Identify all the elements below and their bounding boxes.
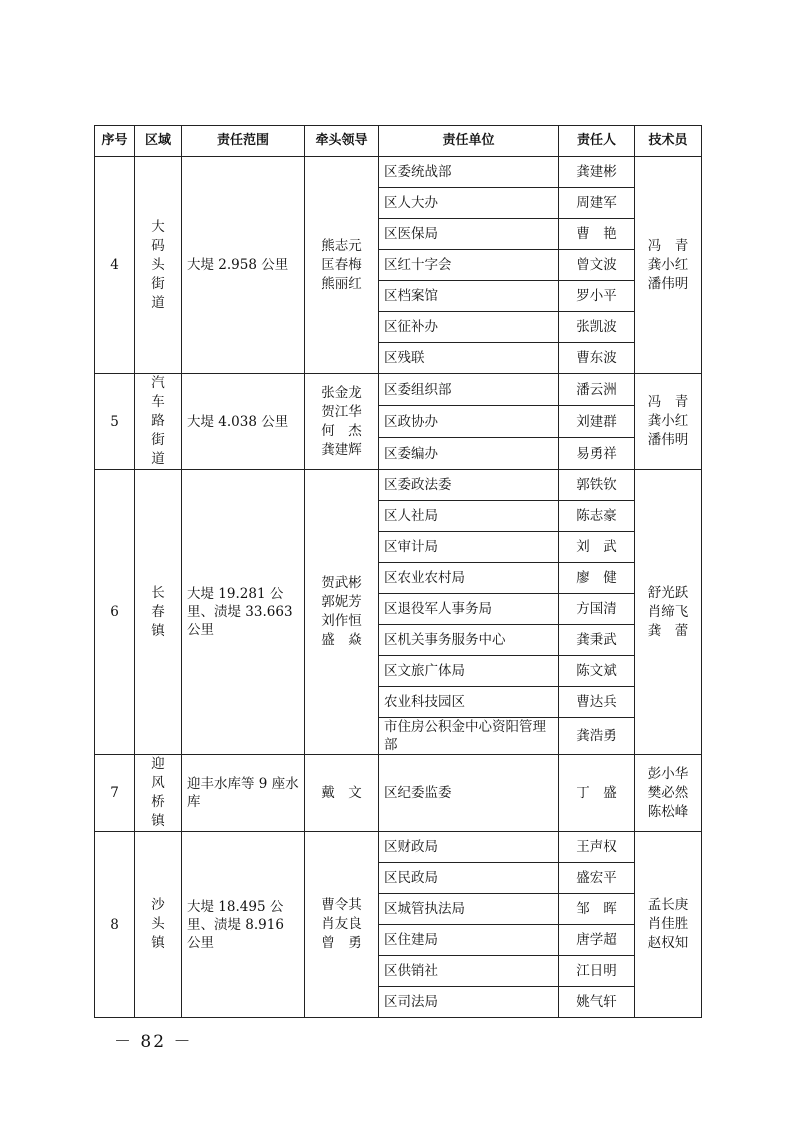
responsible-person: 陈志豪 <box>559 501 635 532</box>
group-leaders <box>305 755 379 832</box>
responsible-unit: 区征补办 <box>379 312 559 343</box>
responsible-person: 廖 健 <box>559 563 635 594</box>
group-number: 6 <box>95 470 135 755</box>
technician-name: 彭小华 <box>647 765 689 782</box>
group-number: 7 <box>95 755 135 832</box>
group-area-text: 汽车路街道 <box>151 375 165 467</box>
leader-name: 戴 文 <box>321 784 362 801</box>
responsible-unit: 区人大办 <box>379 188 559 219</box>
table-body <box>95 157 702 1018</box>
responsible-unit: 区委政法委 <box>379 470 559 501</box>
technician-name: 陈松峰 <box>647 803 689 820</box>
responsible-unit: 区住建局 <box>379 925 559 956</box>
group-scope: 迎丰水库等 9 座水库 <box>182 755 305 832</box>
page-number: － 82 － <box>114 1032 193 1052</box>
leader-name: 贺江华 <box>321 403 362 420</box>
responsible-unit: 区医保局 <box>379 219 559 250</box>
responsible-person: 罗小平 <box>559 281 635 312</box>
responsible-person: 易勇祥 <box>559 438 635 470</box>
responsible-person: 王声权 <box>559 832 635 863</box>
table-row <box>95 374 702 406</box>
header-area: 区域 <box>135 126 182 157</box>
responsible-unit: 区文旅广体局 <box>379 656 559 687</box>
leader-name: 熊丽红 <box>321 275 362 292</box>
responsible-unit: 区审计局 <box>379 532 559 563</box>
group-area-text: 大码头街道 <box>151 218 165 311</box>
group-area-text: 沙头镇 <box>151 897 165 951</box>
group-area <box>135 470 182 755</box>
responsible-person: 曹达兵 <box>559 687 635 718</box>
responsible-unit: 区政协办 <box>379 406 559 438</box>
responsible-unit: 区供销社 <box>379 956 559 987</box>
responsible-unit: 区农业农村局 <box>379 563 559 594</box>
responsible-person: 曹东波 <box>559 343 635 374</box>
header-no: 序号 <box>95 126 135 157</box>
responsible-person: 刘建群 <box>559 406 635 438</box>
responsible-person: 邹 晖 <box>559 894 635 925</box>
responsible-unit: 区残联 <box>379 343 559 374</box>
responsible-unit: 区委统战部 <box>379 157 559 188</box>
leader-name: 龚建辉 <box>321 441 362 458</box>
group-technicians <box>635 832 702 1018</box>
group-number: 8 <box>95 832 135 1018</box>
group-area-text: 长春镇 <box>151 584 165 639</box>
leader-name: 熊志元 <box>321 237 362 254</box>
responsible-unit: 区财政局 <box>379 832 559 863</box>
table-row <box>95 755 702 832</box>
leader-name: 郭妮芳 <box>321 594 362 610</box>
technician-name: 龚小红 <box>647 413 689 429</box>
responsible-person: 唐学超 <box>559 925 635 956</box>
header-scope: 责任范围 <box>182 126 305 157</box>
group-technicians <box>635 374 702 470</box>
table-header-row <box>95 126 702 157</box>
responsible-unit: 农业科技园区 <box>379 687 559 718</box>
responsible-person: 周建军 <box>559 188 635 219</box>
responsible-unit: 区档案馆 <box>379 281 559 312</box>
responsible-unit: 区红十字会 <box>379 250 559 281</box>
leader-name: 曾 勇 <box>321 935 362 951</box>
leader-name: 刘作恒 <box>321 613 362 629</box>
technician-name: 樊必然 <box>647 784 689 801</box>
responsible-person: 郭铁钦 <box>559 470 635 501</box>
responsible-person: 曾文波 <box>559 250 635 281</box>
responsible-person: 盛宏平 <box>559 863 635 894</box>
group-leaders <box>305 832 379 1018</box>
group-number: 4 <box>95 157 135 374</box>
leader-name: 盛 焱 <box>321 632 362 648</box>
responsible-unit: 区城管执法局 <box>379 894 559 925</box>
leader-name: 肖友良 <box>321 916 362 932</box>
group-technicians <box>635 470 702 755</box>
group-scope: 大堤 2.958 公里 <box>182 157 305 374</box>
responsible-person: 刘 武 <box>559 532 635 563</box>
table-row <box>95 470 702 501</box>
technician-name: 冯 青 <box>647 237 689 254</box>
technician-name: 潘伟明 <box>647 432 689 448</box>
leader-name: 何 杰 <box>321 422 362 439</box>
technician-name: 肖佳胜 <box>647 916 689 932</box>
group-technicians <box>635 157 702 374</box>
responsible-person: 方国清 <box>559 594 635 625</box>
responsible-unit: 区机关事务服务中心 <box>379 625 559 656</box>
technician-name: 龚小红 <box>647 256 689 273</box>
responsibility-table <box>94 125 702 1018</box>
table-row <box>95 157 702 188</box>
group-scope: 大堤 4.038 公里 <box>182 374 305 470</box>
responsible-unit: 区司法局 <box>379 987 559 1018</box>
group-leaders <box>305 374 379 470</box>
technician-name: 赵权知 <box>647 935 689 951</box>
leader-name: 贺武彬 <box>321 575 362 591</box>
table-row <box>95 832 702 863</box>
group-area <box>135 374 182 470</box>
responsible-unit: 市住房公积金中心资阳管理部 <box>379 718 559 755</box>
responsible-unit: 区民政局 <box>379 863 559 894</box>
technician-name: 冯 青 <box>647 394 689 410</box>
leader-name: 匡春梅 <box>321 256 362 273</box>
group-area <box>135 755 182 832</box>
header-leaders: 牵头领导 <box>305 126 379 157</box>
responsible-person: 曹 艳 <box>559 219 635 250</box>
responsible-person: 潘云洲 <box>559 374 635 406</box>
group-number: 5 <box>95 374 135 470</box>
leader-name: 张金龙 <box>321 384 362 401</box>
technician-name: 孟长庚 <box>647 897 689 913</box>
group-leaders <box>305 157 379 374</box>
responsibility-table-sheet <box>94 125 701 1018</box>
responsible-person: 江日明 <box>559 956 635 987</box>
technician-name: 舒光跃 <box>647 584 689 601</box>
header-technicians: 技术员 <box>635 126 702 157</box>
technician-name: 肖缔飞 <box>647 603 689 620</box>
responsible-unit: 区人社局 <box>379 501 559 532</box>
leader-name: 曹令其 <box>321 897 362 913</box>
responsible-person: 丁 盛 <box>559 755 635 832</box>
responsible-unit: 区委组织部 <box>379 374 559 406</box>
responsible-person: 姚气轩 <box>559 987 635 1018</box>
header-units: 责任单位 <box>379 126 559 157</box>
responsible-unit: 区退役军人事务局 <box>379 594 559 625</box>
responsible-person: 龚建彬 <box>559 157 635 188</box>
group-scope: 大堤 18.495 公里、渍堤 8.916 公里 <box>182 832 305 1018</box>
responsible-unit: 区委编办 <box>379 438 559 470</box>
technician-name: 潘伟明 <box>647 275 689 292</box>
responsible-unit: 区纪委监委 <box>379 755 559 832</box>
responsible-person: 龚秉武 <box>559 625 635 656</box>
header-persons: 责任人 <box>559 126 635 157</box>
group-area <box>135 832 182 1018</box>
group-technicians <box>635 755 702 832</box>
group-area <box>135 157 182 374</box>
group-scope: 大堤 19.281 公里、渍堤 33.663 公里 <box>182 470 305 755</box>
responsible-person: 陈文斌 <box>559 656 635 687</box>
group-leaders <box>305 470 379 755</box>
responsible-person: 张凯波 <box>559 312 635 343</box>
responsible-person: 龚浩勇 <box>559 718 635 755</box>
technician-name: 龚 蕾 <box>647 622 689 639</box>
group-area-text: 迎风桥镇 <box>151 756 165 829</box>
